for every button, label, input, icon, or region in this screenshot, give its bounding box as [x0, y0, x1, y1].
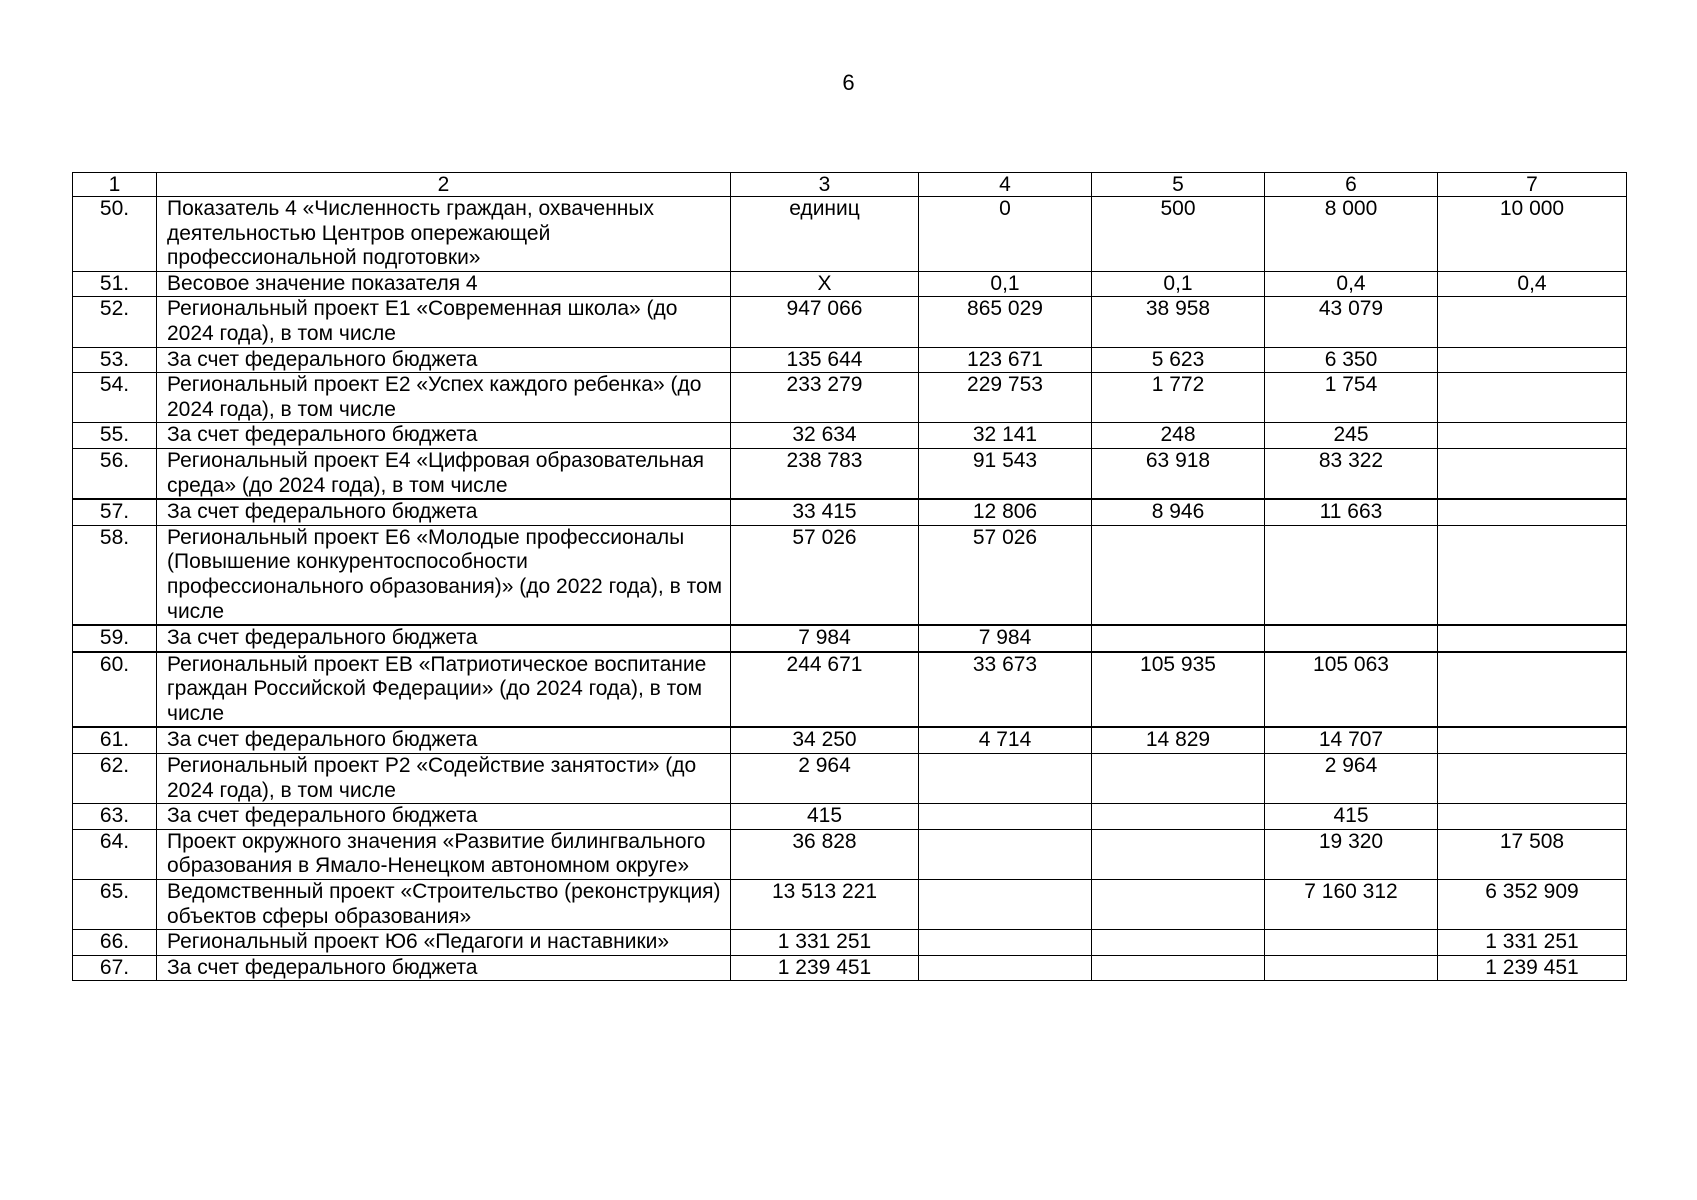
value-cell-col5: 38 958: [1092, 297, 1265, 347]
row-name-cell: Проект окружного значения «Развитие билингвального образования в Ямало-Ненецком автономном округе»: [157, 829, 731, 879]
value-cell-col5: [1092, 829, 1265, 879]
row-name-cell: Региональный проект ЕВ «Патриотическое воспитание граждан Российской Федерации» (до 2024 года), в том числе: [157, 652, 731, 728]
table-row: [73, 423, 1627, 449]
column-header: 3: [731, 173, 919, 197]
value-cell-col6: 19 320: [1265, 829, 1438, 879]
value-cell-col3: 1 239 451: [731, 955, 919, 981]
value-cell-col4: 123 671: [919, 347, 1092, 373]
value-cell-col5: 14 829: [1092, 727, 1265, 753]
table-row: [73, 652, 1627, 728]
row-name-cell: Региональный проект Е2 «Успех каждого ребенка» (до 2024 года), в том числе: [157, 373, 731, 423]
value-cell-col3: 244 671: [731, 652, 919, 728]
value-cell-col5: 0,1: [1092, 271, 1265, 297]
table-row: [73, 525, 1627, 625]
row-number-cell: 50.: [73, 197, 157, 272]
value-cell-col7: [1438, 754, 1627, 804]
row-name-cell: За счет федерального бюджета: [157, 625, 731, 652]
value-cell-col3: 1 331 251: [731, 930, 919, 956]
value-cell-col3: 32 634: [731, 423, 919, 449]
value-cell-col4: [919, 754, 1092, 804]
value-cell-col6: 14 707: [1265, 727, 1438, 753]
value-cell-col4: [919, 804, 1092, 830]
table-row: [73, 829, 1627, 879]
row-name-cell: За счет федерального бюджета: [157, 727, 731, 753]
value-cell-col3: 233 279: [731, 373, 919, 423]
value-cell-col6: [1265, 525, 1438, 625]
value-cell-col7: [1438, 423, 1627, 449]
value-cell-col3: 947 066: [731, 297, 919, 347]
value-cell-col3: 415: [731, 804, 919, 830]
table-row: [73, 271, 1627, 297]
value-cell-col6: [1265, 955, 1438, 981]
table-header-row: [73, 173, 1627, 197]
value-cell-col5: [1092, 525, 1265, 625]
row-name-cell: Региональный проект Е1 «Современная школа» (до 2024 года), в том числе: [157, 297, 731, 347]
value-cell-col4: 32 141: [919, 423, 1092, 449]
value-cell-col6: 7 160 312: [1265, 880, 1438, 930]
column-header: 6: [1265, 173, 1438, 197]
value-cell-col7: [1438, 297, 1627, 347]
value-cell-col6: 6 350: [1265, 347, 1438, 373]
row-number-cell: 63.: [73, 804, 157, 830]
value-cell-col4: 91 543: [919, 448, 1092, 499]
value-cell-col7: 1 331 251: [1438, 930, 1627, 956]
value-cell-col4: 57 026: [919, 525, 1092, 625]
table-row: [73, 499, 1627, 525]
value-cell-col6: 83 322: [1265, 448, 1438, 499]
value-cell-col4: 33 673: [919, 652, 1092, 728]
value-cell-col5: [1092, 625, 1265, 652]
value-cell-col7: [1438, 652, 1627, 728]
value-cell-col6: 415: [1265, 804, 1438, 830]
row-name-cell: Региональный проект Ю6 «Педагоги и наставники»: [157, 930, 731, 956]
value-cell-col3: 33 415: [731, 499, 919, 525]
row-name-cell: За счет федерального бюджета: [157, 347, 731, 373]
value-cell-col3: 57 026: [731, 525, 919, 625]
table-row: [73, 930, 1627, 956]
row-name-cell: Региональный проект Е6 «Молодые профессионалы (Повышение конкурентоспособности профессионального образования)» (до 2022 года), в том числе: [157, 525, 731, 625]
value-cell-col6: 1 754: [1265, 373, 1438, 423]
column-header: 2: [157, 173, 731, 197]
value-cell-col4: 4 714: [919, 727, 1092, 753]
value-cell-col5: 5 623: [1092, 347, 1265, 373]
table-row: [73, 804, 1627, 830]
row-number-cell: 66.: [73, 930, 157, 956]
value-cell-col6: [1265, 625, 1438, 652]
value-cell-col5: 1 772: [1092, 373, 1265, 423]
value-cell-col3: 238 783: [731, 448, 919, 499]
row-number-cell: 62.: [73, 754, 157, 804]
value-cell-col4: 229 753: [919, 373, 1092, 423]
value-cell-col3: 34 250: [731, 727, 919, 753]
column-header: 7: [1438, 173, 1627, 197]
row-number-cell: 65.: [73, 880, 157, 930]
value-cell-col7: [1438, 499, 1627, 525]
value-cell-col7: 17 508: [1438, 829, 1627, 879]
row-number-cell: 64.: [73, 829, 157, 879]
value-cell-col5: 500: [1092, 197, 1265, 272]
value-cell-col7: [1438, 448, 1627, 499]
row-name-cell: Показатель 4 «Численность граждан, охваченных деятельностью Центров опережающей профессиональной подготовки»: [157, 197, 731, 272]
value-cell-col7: 6 352 909: [1438, 880, 1627, 930]
value-cell-col7: [1438, 347, 1627, 373]
table-row: [73, 297, 1627, 347]
row-name-cell: Весовое значение показателя 4: [157, 271, 731, 297]
row-number-cell: 53.: [73, 347, 157, 373]
table-body: [73, 173, 1627, 981]
value-cell-col6: 8 000: [1265, 197, 1438, 272]
row-number-cell: 61.: [73, 727, 157, 753]
value-cell-col3: единиц: [731, 197, 919, 272]
value-cell-col3: 7 984: [731, 625, 919, 652]
table-row: [73, 754, 1627, 804]
column-header: 1: [73, 173, 157, 197]
value-cell-col7: [1438, 804, 1627, 830]
value-cell-col4: 865 029: [919, 297, 1092, 347]
value-cell-col6: 2 964: [1265, 754, 1438, 804]
value-cell-col5: [1092, 880, 1265, 930]
value-cell-col4: [919, 829, 1092, 879]
table-row: [73, 727, 1627, 753]
value-cell-col7: [1438, 625, 1627, 652]
value-cell-col6: 245: [1265, 423, 1438, 449]
row-number-cell: 55.: [73, 423, 157, 449]
row-number-cell: 58.: [73, 525, 157, 625]
row-number-cell: 60.: [73, 652, 157, 728]
table-row: [73, 880, 1627, 930]
table-row: [73, 625, 1627, 652]
page-number: 6: [842, 70, 855, 95]
row-number-cell: 51.: [73, 271, 157, 297]
row-name-cell: За счет федерального бюджета: [157, 955, 731, 981]
value-cell-col3: 13 513 221: [731, 880, 919, 930]
value-cell-col4: 7 984: [919, 625, 1092, 652]
value-cell-col3: Х: [731, 271, 919, 297]
row-number-cell: 67.: [73, 955, 157, 981]
data-table: [72, 172, 1627, 981]
value-cell-col4: 12 806: [919, 499, 1092, 525]
row-name-cell: Региональный проект Р2 «Содействие занятости» (до 2024 года), в том числе: [157, 754, 731, 804]
row-name-cell: Ведомственный проект «Строительство (реконструкция) объектов сферы образования»: [157, 880, 731, 930]
value-cell-col7: 0,4: [1438, 271, 1627, 297]
value-cell-col6: 105 063: [1265, 652, 1438, 728]
value-cell-col6: 0,4: [1265, 271, 1438, 297]
value-cell-col7: [1438, 525, 1627, 625]
value-cell-col5: 105 935: [1092, 652, 1265, 728]
value-cell-col4: [919, 955, 1092, 981]
table-row: [73, 448, 1627, 499]
row-number-cell: 56.: [73, 448, 157, 499]
table-row: [73, 347, 1627, 373]
table-row: [73, 373, 1627, 423]
row-name-cell: Региональный проект Е4 «Цифровая образовательная среда» (до 2024 года), в том числе: [157, 448, 731, 499]
value-cell-col6: [1265, 930, 1438, 956]
row-number-cell: 57.: [73, 499, 157, 525]
value-cell-col3: 135 644: [731, 347, 919, 373]
column-header: 4: [919, 173, 1092, 197]
value-cell-col5: [1092, 754, 1265, 804]
value-cell-col7: [1438, 373, 1627, 423]
value-cell-col5: 8 946: [1092, 499, 1265, 525]
value-cell-col4: [919, 930, 1092, 956]
row-name-cell: За счет федерального бюджета: [157, 423, 731, 449]
value-cell-col3: 2 964: [731, 754, 919, 804]
value-cell-col6: 43 079: [1265, 297, 1438, 347]
value-cell-col5: 248: [1092, 423, 1265, 449]
value-cell-col5: [1092, 804, 1265, 830]
row-name-cell: За счет федерального бюджета: [157, 804, 731, 830]
row-number-cell: 59.: [73, 625, 157, 652]
value-cell-col4: [919, 880, 1092, 930]
value-cell-col3: 36 828: [731, 829, 919, 879]
table-row: [73, 955, 1627, 981]
value-cell-col7: [1438, 727, 1627, 753]
value-cell-col6: 11 663: [1265, 499, 1438, 525]
row-number-cell: 52.: [73, 297, 157, 347]
value-cell-col5: 63 918: [1092, 448, 1265, 499]
value-cell-col5: [1092, 930, 1265, 956]
row-name-cell: За счет федерального бюджета: [157, 499, 731, 525]
value-cell-col4: 0: [919, 197, 1092, 272]
column-header: 5: [1092, 173, 1265, 197]
value-cell-col7: 10 000: [1438, 197, 1627, 272]
value-cell-col4: 0,1: [919, 271, 1092, 297]
value-cell-col5: [1092, 955, 1265, 981]
table-row: [73, 197, 1627, 272]
value-cell-col7: 1 239 451: [1438, 955, 1627, 981]
row-number-cell: 54.: [73, 373, 157, 423]
